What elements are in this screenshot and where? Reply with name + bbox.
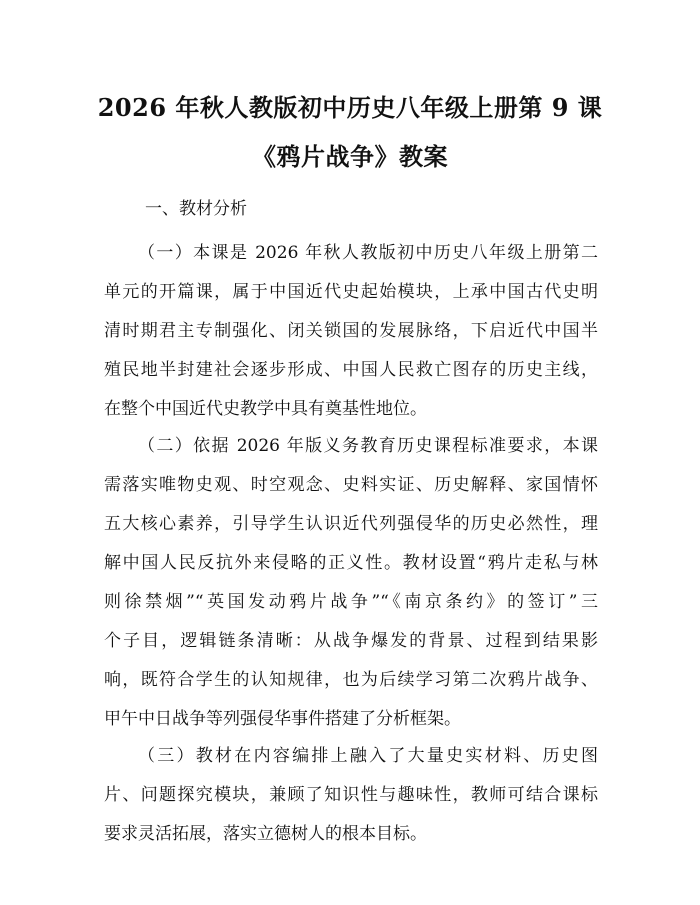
paragraph-line: 在整个中国近代史教学中具有奠基性地位。 [104,399,427,419]
paragraph-line: 需落实唯物史观、时空观念、史料实证、历史解释、家国情怀 [104,475,598,495]
paragraph-line: 则徐禁烟”“英国发动鸦片战争”“《南京条约》的签订”三 [104,592,598,612]
paragraph-line: 片、问题探究模块，兼顾了知识性与趣味性，教师可结合课标 [104,785,598,805]
paragraph-line: （三）教材在内容编排上融入了大量史实材料、历史图 [138,746,598,766]
paragraph-line: （一）本课是 2026 年秋人教版初中历史八年级上册第二 [138,243,598,263]
paragraph-line: （二）依据 2026 年版义务教育历史课程标准要求，本课 [138,436,598,456]
paragraph-2 [104,427,598,739]
document-title-line-1: 2026 年秋人教版初中历史八年级上册第 9 课 [97,93,603,122]
paragraph-1 [104,234,598,429]
paragraph-line: 解中国人民反抗外来侵略的正义性。教材设置“鸦片走私与林 [104,553,598,573]
paragraph-3 [104,737,598,854]
paragraph-line: 清时期君主专制强化、闭关锁国的发展脉络，下启近代中国半 [104,321,598,341]
paragraph-line: 个子目，逻辑链条清晰：从战争爆发的背景、过程到结果影 [104,631,598,651]
document-title-line-2: 《鸦片战争》教案 [252,142,448,171]
paragraph-line: 五大核心素养，引导学生认识近代列强侵华的历史必然性，理 [104,514,598,534]
paragraph-line: 要求灵活拓展，落实立德树人的根本目标。 [104,824,427,844]
section-heading: 一、教材分析 [145,199,247,219]
paragraph-line: 甲午中日战争等列强侵华事件搭建了分析框架。 [104,709,461,729]
paragraph-line: 殖民地半封建社会逐步形成、中国人民救亡图存的历史主线， [104,360,598,380]
paragraph-line: 响，既符合学生的认知规律，也为后续学习第二次鸦片战争、 [104,670,598,690]
paragraph-line: 单元的开篇课，属于中国近代史起始模块，上承中国古代史明 [104,282,598,302]
